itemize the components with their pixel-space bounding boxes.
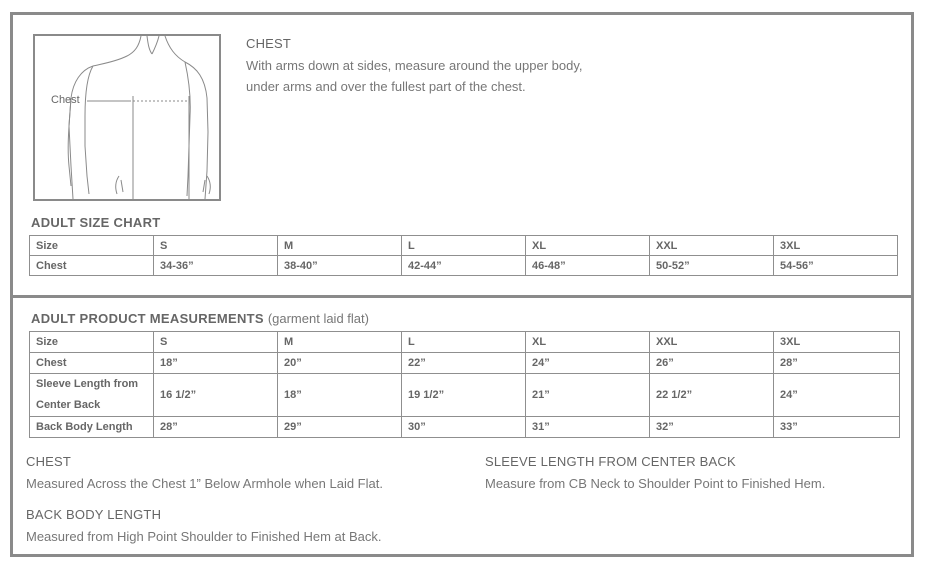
meas-back-label-cell: Back Body Length (30, 417, 154, 438)
meas-chest-cell: 22” (402, 353, 526, 374)
meas-size-cell: S (154, 332, 278, 353)
chest-measurement-figure (33, 34, 221, 201)
meas-sleeve-cell: 18” (278, 374, 402, 417)
size-cell: S (154, 236, 278, 256)
meas-back-cell: 28” (154, 417, 278, 438)
size-cell: XL (526, 236, 650, 256)
chest-cell: 34-36” (154, 256, 278, 276)
note-chest-text: Measured Across the Chest 1” Below Armhole when Laid Flat. (26, 476, 383, 491)
chest-cell: 46-48” (526, 256, 650, 276)
size-cell: 3XL (774, 236, 898, 256)
meas-chest-row (30, 353, 900, 374)
meas-size-cell: XXL (650, 332, 774, 353)
chest-row (30, 256, 898, 276)
size-cell: L (402, 236, 526, 256)
meas-size-cell: M (278, 332, 402, 353)
meas-size-cell: L (402, 332, 526, 353)
meas-sleeve-label-cell: Sleeve Length from Center Back (30, 374, 154, 417)
note-back-heading: BACK BODY LENGTH (26, 507, 162, 522)
note-sleeve-heading: SLEEVE LENGTH FROM CENTER BACK (485, 454, 736, 469)
note-chest-heading: CHEST (26, 454, 72, 469)
meas-size-cell: XL (526, 332, 650, 353)
meas-chest-cell: 18” (154, 353, 278, 374)
meas-size-cell: 3XL (774, 332, 900, 353)
chest-label-cell: Chest (30, 256, 154, 276)
meas-sleeve-cell: 24” (774, 374, 900, 417)
size-cell: XXL (650, 236, 774, 256)
product-measurements-title-text: ADULT PRODUCT MEASUREMENTS (31, 311, 264, 326)
meas-back-cell: 29” (278, 417, 402, 438)
chest-cell: 38-40” (278, 256, 402, 276)
chest-figure-label: Chest (51, 94, 80, 106)
meas-back-cell: 30” (402, 417, 526, 438)
size-label-cell: Size (30, 236, 154, 256)
meas-chest-cell: 20” (278, 353, 402, 374)
meas-size-label-cell: Size (30, 332, 154, 353)
size-chart-table (29, 235, 898, 276)
meas-back-cell: 31” (526, 417, 650, 438)
size-chart-title: ADULT SIZE CHART (31, 215, 161, 230)
chest-cell: 54-56” (774, 256, 898, 276)
torso-outline-icon (35, 36, 219, 199)
product-measurements-title (31, 311, 369, 326)
chest-cell: 42-44” (402, 256, 526, 276)
meas-chest-cell: 26” (650, 353, 774, 374)
chest-instruction-line-1: With arms down at sides, measure around the upper body, (246, 58, 583, 73)
meas-sleeve-cell: 19 1/2” (402, 374, 526, 417)
meas-chest-cell: 24” (526, 353, 650, 374)
product-measurements-note: (garment laid flat) (267, 311, 369, 326)
meas-chest-label-cell: Chest (30, 353, 154, 374)
meas-sleeve-cell: 21” (526, 374, 650, 417)
meas-size-row (30, 332, 900, 353)
meas-back-row (30, 417, 900, 438)
size-cell: M (278, 236, 402, 256)
chest-heading: CHEST (246, 36, 292, 51)
meas-sleeve-row (30, 374, 900, 417)
meas-back-cell: 32” (650, 417, 774, 438)
meas-sleeve-cell: 22 1/2” (650, 374, 774, 417)
chest-instruction-line-2: under arms and over the fullest part of the chest. (246, 79, 526, 94)
note-back-text: Measured from High Point Shoulder to Finished Hem at Back. (26, 529, 382, 544)
meas-back-cell: 33” (774, 417, 900, 438)
meas-chest-cell: 28” (774, 353, 900, 374)
meas-sleeve-cell: 16 1/2” (154, 374, 278, 417)
note-sleeve-text: Measure from CB Neck to Shoulder Point to Finished Hem. (485, 476, 826, 491)
size-row (30, 236, 898, 256)
product-measurements-table (29, 331, 900, 438)
chest-cell: 50-52” (650, 256, 774, 276)
